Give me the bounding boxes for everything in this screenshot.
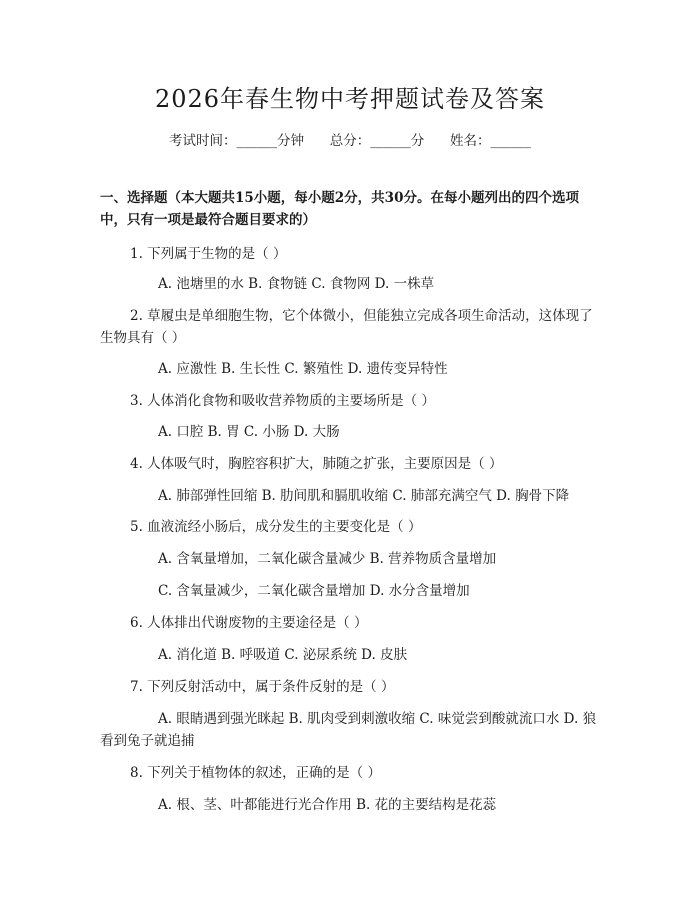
question-3: 3. 人体消化食物和吸收营养物质的主要场所是（ ） bbox=[130, 393, 435, 409]
question-1-options: A. 池塘里的水 B. 食物链 C. 食物网 D. 一株草 bbox=[158, 276, 435, 292]
question-2: 2. 草履虫是单细胞生物，它个体微小，但能独立完成各项生命活动，这体现了生物具有（ ） bbox=[100, 308, 593, 346]
question-5-options-ab: A. 含氧量增加，二氧化碳含量减少 B. 营养物质含量增加 bbox=[158, 551, 497, 567]
page-title: 2026年春生物中考押题试卷及答案 bbox=[154, 85, 546, 113]
question-8-options: A. 根、茎、叶都能进行光合作用 B. 花的主要结构是花蕊 bbox=[158, 797, 497, 813]
question-7-options: A. 眼睛遇到强光眯起 B. 肌肉受到刺激收缩 C. 味觉尝到酸就流口水 D. 狼看到兔子就追捕 bbox=[100, 711, 597, 749]
question-3-options: A. 口腔 B. 胃 C. 小肠 D. 大肠 bbox=[158, 424, 340, 440]
question-8: 8. 下列关于植物体的叙述，正确的是（ ） bbox=[130, 765, 381, 781]
question-2-options: A. 应激性 B. 生长性 C. 繁殖性 D. 遗传变异特性 bbox=[158, 361, 448, 377]
question-4-options: A. 肺部弹性回缩 B. 肋间肌和膈肌收缩 C. 肺部充满空气 D. 胸骨下降 bbox=[158, 488, 570, 504]
exam-meta-line: 考试时间：______分钟 总分：______分 姓名：______ bbox=[169, 133, 531, 149]
question-6: 6. 人体排出代谢废物的主要途径是（ ） bbox=[130, 615, 368, 631]
question-5: 5. 血液流经小肠后，成分发生的主要变化是（ ） bbox=[130, 519, 422, 535]
question-7: 7. 下列反射活动中，属于条件反射的是（ ） bbox=[130, 679, 395, 695]
question-1: 1. 下列属于生物的是（ ） bbox=[130, 246, 287, 262]
question-6-options: A. 消化道 B. 呼吸道 C. 泌尿系统 D. 皮肤 bbox=[158, 647, 408, 663]
question-4: 4. 人体吸气时，胸腔容积扩大，肺随之扩张，主要原因是（ ） bbox=[130, 456, 503, 472]
question-5-options-cd: C. 含氧量减少，二氧化碳含量增加 D. 水分含量增加 bbox=[158, 583, 470, 599]
section-heading: 一、选择题（本大题共15小题，每小题2分，共30分。在每小题列出的四个选项中，只有一项是最符合题目要求的） bbox=[100, 190, 579, 228]
